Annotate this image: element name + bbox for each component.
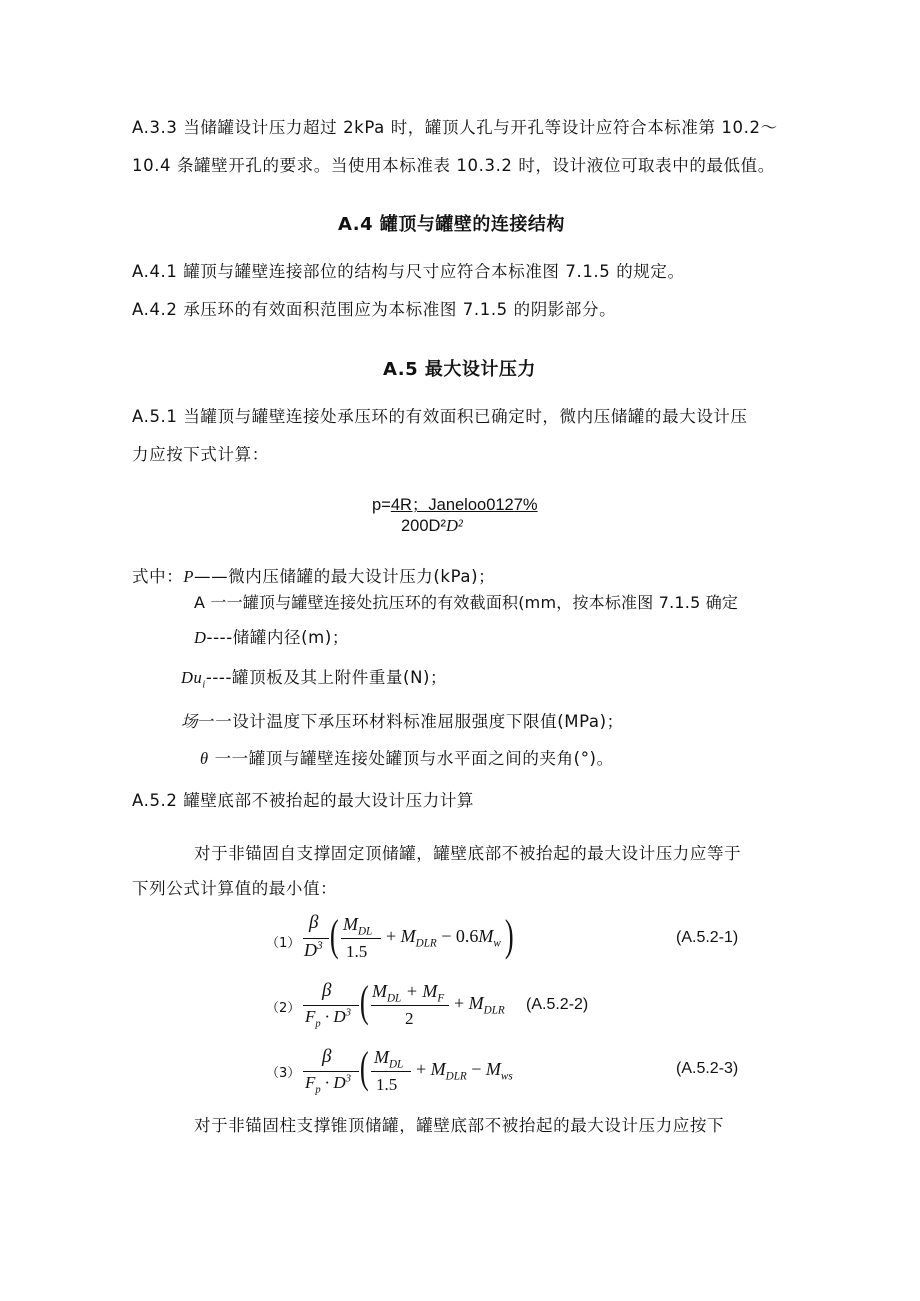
equation-3-index: （3）: [266, 1066, 301, 1081]
heading-a5: A.5 最大设计压力: [383, 359, 536, 380]
para-a5-1-line1: A.5.1 当罐顶与罐壁连接处承压环的有效面积已确定时，微内压储罐的最大设计压: [132, 407, 748, 426]
where-theta-symbol: θ: [200, 749, 209, 768]
heading-a4: A.4 罐顶与罐壁的连接结构: [338, 214, 565, 235]
para-a4-1: A.4.1 罐顶与罐壁连接部位的结构与尺寸应符合本标准图 7.1.5 的规定。: [132, 262, 685, 281]
eq3-fp-d3: $F_p \cdot D^3$: [305, 1073, 351, 1096]
para-nonanchored-line1: 对于非锚固自支撑固定顶储罐，罐壁底部不被抬起的最大设计压力应等于: [194, 844, 742, 863]
formula-main-denominator-italic: D²: [445, 516, 463, 535]
eq1-right-paren: ): [504, 911, 514, 960]
para-a5-1-line2: 力应按下式计算：: [132, 445, 269, 464]
where-fy-line: [181, 708, 624, 732]
eq3-beta-fraction-line: [303, 1071, 359, 1072]
where-theta-line: [200, 745, 614, 769]
eq2-fp-d3: $F_p \cdot D^3$: [305, 1007, 351, 1030]
formula-main-underlined: 4R；Janeloo0127%: [390, 496, 538, 514]
equation-2-index: （2）: [266, 1001, 301, 1016]
where-d-desc: ----储罐内径(m)；: [206, 628, 349, 647]
eq2-beta: β: [322, 980, 332, 1001]
formula-main-denominator: [401, 516, 463, 536]
para-a3-3-line2: 10.4 条罐壁开孔的要求。当使用本标准表 10.3.2 时，设计液位可取表中的最低值。: [132, 156, 775, 175]
where-p-line: [132, 563, 495, 587]
para-column-supported: 对于非锚固柱支撑锥顶储罐，罐壁底部不被抬起的最大设计压力应按下: [194, 1116, 725, 1135]
eq2-beta-fraction-line: [303, 1005, 359, 1006]
where-fy-symbol: 场: [181, 712, 199, 731]
eq3-1-5: 1.5: [376, 1075, 398, 1094]
where-du-desc: ----罐顶板及其上附件重量(N)；: [205, 668, 448, 687]
eq2-rest: + $M_{DLR}$: [454, 993, 505, 1017]
eq1-beta-fraction-line: [303, 938, 329, 939]
eq1-mdl-fraction-line: [341, 938, 381, 939]
eq2-mdl-mf: $M_{DL} + M_F$: [372, 981, 445, 1005]
eq3-left-paren: (: [359, 1043, 369, 1092]
where-du-subscript: i: [202, 679, 206, 691]
where-du-symbol: Du: [181, 668, 203, 687]
eq2-fraction-line: [371, 1005, 449, 1006]
eq3-beta: β: [322, 1046, 332, 1067]
para-a3-3-line1: A.3.3 当储罐设计压力超过 2kPa 时，罐顶人孔与开孔等设计应符合本标准第 10.2～: [132, 118, 778, 137]
where-du-line: [181, 664, 447, 690]
where-p-desc: ——微内压储罐的最大设计压力(kPa)；: [194, 567, 496, 586]
where-fy-desc: 一一设计温度下承压环材料标准屈服强度下限值(MPa)；: [198, 712, 624, 731]
formula-main-prefix: p=: [372, 496, 391, 514]
para-a4-2: A.4.2 承压环的有效面积范围应为本标准图 7.1.5 的阴影部分。: [132, 300, 617, 319]
formula-main-denominator-text: 200D²: [401, 517, 446, 535]
eq3-fraction-line: [371, 1071, 411, 1072]
eq2-two: 2: [405, 1009, 414, 1028]
eq1-beta: β: [309, 912, 319, 933]
eq3-mdl: $M_{DL}$: [374, 1047, 404, 1071]
equation-1-index: （1）: [266, 936, 301, 951]
eq3-rest: + $M_{DLR} - M_{ws}$: [416, 1059, 513, 1083]
equation-3-label: (A.5.2-3): [676, 1060, 739, 1077]
eq1-d3: $D^3$: [304, 940, 323, 960]
eq1-left-paren: (: [329, 911, 339, 960]
where-d-line: [194, 624, 349, 648]
equation-2-label: (A.5.2-2): [526, 996, 589, 1013]
eq1-rest: + $M_{DLR} - 0.6M_w$: [386, 926, 501, 950]
equation-1-label: (A.5.2-1): [676, 929, 739, 946]
where-d-symbol: D: [194, 628, 207, 647]
eq1-mdl: $M_{DL}$: [343, 914, 373, 938]
eq1-1-5: 1.5: [346, 942, 368, 961]
where-p-symbol: P: [183, 567, 194, 586]
eq2-left-paren: (: [359, 977, 369, 1026]
formula-main-numerator: [372, 491, 538, 515]
para-a5-2: A.5.2 罐壁底部不被抬起的最大设计压力计算: [132, 791, 475, 810]
para-nonanchored-line2: 下列公式计算值的最小值：: [132, 879, 338, 898]
where-a-line: A 一一罐顶与罐壁连接处抗压环的有效截面积(mm，按本标准图 7.1.5 确定: [194, 593, 739, 612]
where-theta-desc: 一一罐顶与罐壁连接处罐顶与水平面之间的夹角(°)。: [208, 749, 614, 768]
where-lead: 式中：: [132, 567, 184, 586]
